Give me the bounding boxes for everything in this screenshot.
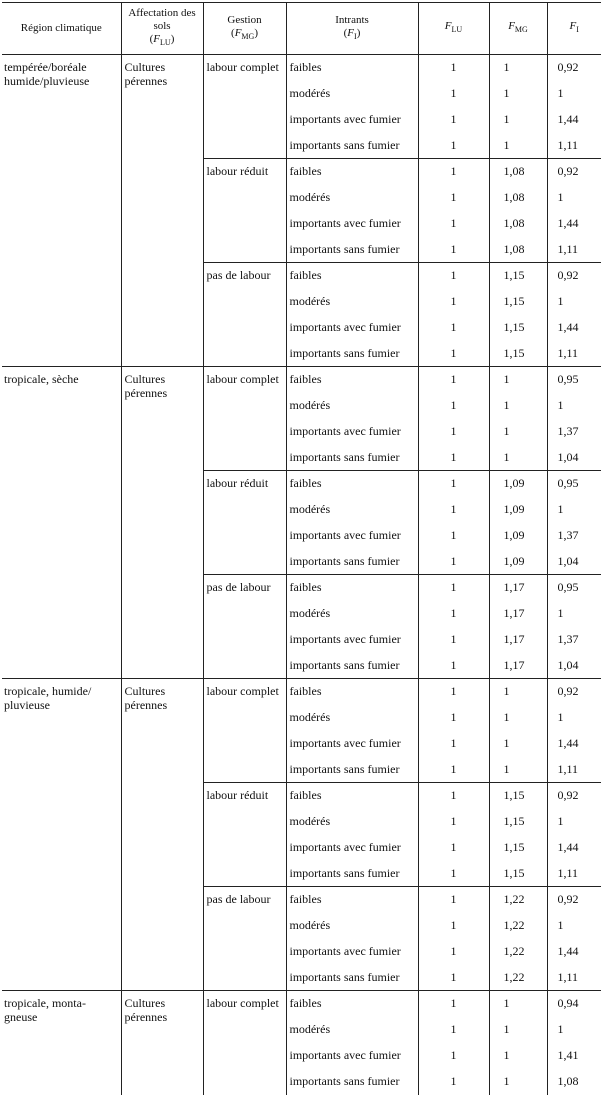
table-row [2,679,601,705]
cell-land-use: Cultures pérennes [121,367,203,679]
cell-flu: 1 [418,341,489,367]
cell-fmg: 1,09 [489,549,547,575]
cell-fi: 1,11 [547,757,601,783]
cell-fi: 0,92 [547,159,601,185]
cell-flu: 1 [418,185,489,211]
cell-input: importants sans fumier [286,965,418,991]
cell-fmg: 1 [489,1017,547,1043]
cell-fi: 1 [547,601,601,627]
cell-fmg: 1 [489,679,547,705]
cell-flu: 1 [418,549,489,575]
cell-input: modérés [286,393,418,419]
cell-flu: 1 [418,887,489,913]
cell-fi: 1 [547,1017,601,1043]
cell-flu: 1 [418,835,489,861]
cell-fmg: 1 [489,55,547,81]
cell-land-use: Cultures pérennes [121,679,203,991]
cell-flu: 1 [418,575,489,601]
cell-fi: 1,44 [547,211,601,237]
cell-region: tropicale, monta- gneuse [2,991,121,1095]
cell-flu: 1 [418,731,489,757]
cell-input: modérés [286,497,418,523]
cell-fi: 1 [547,497,601,523]
cell-input: faibles [286,367,418,393]
cell-fi: 1,37 [547,627,601,653]
header-fi: $F_I$ [547,3,601,55]
cell-flu: 1 [418,1069,489,1095]
cell-fmg: 1,15 [489,783,547,809]
cell-management: pas de labour [203,887,286,991]
cell-input: importants sans fumier [286,445,418,471]
cell-input: importants avec fumier [286,107,418,133]
cell-fmg: 1 [489,1069,547,1095]
cell-flu: 1 [418,237,489,263]
cell-flu: 1 [418,445,489,471]
cell-input: faibles [286,159,418,185]
cell-fmg: 1,17 [489,601,547,627]
cell-region: tropicale, humide/ pluvieuse [2,679,121,991]
cell-input: modérés [286,913,418,939]
cell-flu: 1 [418,705,489,731]
header-row [2,3,601,55]
cell-flu: 1 [418,471,489,497]
cell-input: modérés [286,1017,418,1043]
cell-input: importants sans fumier [286,861,418,887]
cell-fmg: 1 [489,1043,547,1069]
cell-fi: 1,11 [547,861,601,887]
cell-fmg: 1 [489,419,547,445]
cell-fmg: 1,09 [489,497,547,523]
cell-flu: 1 [418,1043,489,1069]
cell-fi: 1,37 [547,523,601,549]
table-body [2,55,601,1095]
cell-flu: 1 [418,965,489,991]
cell-region: tropicale, sèche [2,367,121,679]
cell-fi: 1 [547,913,601,939]
header-inputs: Intrants $(F_I)$ [286,3,418,55]
cell-flu: 1 [418,367,489,393]
cell-input: faibles [286,783,418,809]
cell-input: importants sans fumier [286,1069,418,1095]
header-land-use: Affectation des sols $(F_{LU})$ [121,3,203,55]
cell-input: importants avec fumier [286,315,418,341]
cell-fi: 1,11 [547,341,601,367]
cell-fmg: 1 [489,81,547,107]
cell-fmg: 1,15 [489,315,547,341]
cell-fmg: 1,08 [489,237,547,263]
cell-input: faibles [286,575,418,601]
cell-management: labour réduit [203,471,286,575]
cell-input: importants sans fumier [286,133,418,159]
cell-fmg: 1,15 [489,341,547,367]
cell-flu: 1 [418,653,489,679]
cell-management: labour réduit [203,159,286,263]
cell-fi: 1,44 [547,939,601,965]
cell-input: importants avec fumier [286,627,418,653]
cell-flu: 1 [418,627,489,653]
cell-fi: 1,11 [547,965,601,991]
cell-fmg: 1,15 [489,289,547,315]
cell-fi: 1 [547,705,601,731]
cell-fmg: 1 [489,705,547,731]
cell-fmg: 1 [489,133,547,159]
cell-fi: 0,95 [547,575,601,601]
cell-input: faibles [286,55,418,81]
cell-fmg: 1 [489,107,547,133]
cell-flu: 1 [418,315,489,341]
cell-management: pas de labour [203,575,286,679]
cell-input: importants sans fumier [286,549,418,575]
header-flu: $F_{LU}$ [418,3,489,55]
cell-fi: 0,95 [547,471,601,497]
cell-flu: 1 [418,601,489,627]
cell-fmg: 1,15 [489,809,547,835]
cell-fi: 1,44 [547,835,601,861]
cell-fi: 1,44 [547,315,601,341]
cell-input: importants avec fumier [286,835,418,861]
cell-fmg: 1,17 [489,627,547,653]
cell-fi: 1,44 [547,731,601,757]
cell-input: importants avec fumier [286,419,418,445]
cell-flu: 1 [418,861,489,887]
cell-fmg: 1 [489,393,547,419]
cell-fmg: 1,09 [489,471,547,497]
cell-land-use: Cultures pérennes [121,55,203,367]
cell-fi: 1 [547,81,601,107]
cell-fi: 0,95 [547,367,601,393]
cell-fmg: 1 [489,445,547,471]
cell-input: modérés [286,289,418,315]
cell-flu: 1 [418,809,489,835]
cell-fi: 0,92 [547,55,601,81]
cell-fmg: 1,22 [489,913,547,939]
cell-input: modérés [286,705,418,731]
cell-flu: 1 [418,757,489,783]
table-row [2,991,601,1017]
cell-fi: 1,37 [547,419,601,445]
cell-flu: 1 [418,913,489,939]
cell-input: faibles [286,263,418,289]
cell-input: modérés [286,185,418,211]
cell-fmg: 1,17 [489,653,547,679]
cell-input: importants sans fumier [286,653,418,679]
cell-input: faibles [286,887,418,913]
cell-flu: 1 [418,263,489,289]
cell-flu: 1 [418,159,489,185]
cell-input: importants avec fumier [286,1043,418,1069]
cell-region: tempérée/boréale humide/pluvieuse [2,55,121,367]
cell-flu: 1 [418,107,489,133]
cell-flu: 1 [418,81,489,107]
cell-input: faibles [286,991,418,1017]
cell-management: labour complet [203,367,286,471]
cell-fi: 1,08 [547,1069,601,1095]
cell-fmg: 1 [489,367,547,393]
cell-fi: 0,92 [547,887,601,913]
cell-input: importants sans fumier [286,237,418,263]
cell-fmg: 1 [489,731,547,757]
cell-fi: 1,11 [547,237,601,263]
cell-flu: 1 [418,523,489,549]
cell-input: modérés [286,601,418,627]
cell-fi: 1,04 [547,653,601,679]
cell-input: importants avec fumier [286,731,418,757]
cell-land-use: Cultures pérennes [121,991,203,1095]
cell-input: modérés [286,809,418,835]
cell-fi: 1,04 [547,445,601,471]
cell-flu: 1 [418,1017,489,1043]
cell-fmg: 1,22 [489,939,547,965]
cell-flu: 1 [418,497,489,523]
cell-fi: 1,11 [547,133,601,159]
cell-fmg: 1,09 [489,523,547,549]
table-row [2,55,601,81]
cell-flu: 1 [418,55,489,81]
cell-input: importants avec fumier [286,939,418,965]
cell-input: modérés [286,81,418,107]
cell-flu: 1 [418,939,489,965]
cell-fi: 1 [547,289,601,315]
cell-fi: 0,94 [547,991,601,1017]
cell-fi: 0,92 [547,679,601,705]
cell-fmg: 1 [489,991,547,1017]
cell-input: importants sans fumier [286,341,418,367]
cell-fi: 1 [547,393,601,419]
table-row [2,367,601,393]
header-fmg: $F_{MG}$ [489,3,547,55]
cell-flu: 1 [418,133,489,159]
cell-management: pas de labour [203,263,286,367]
cell-flu: 1 [418,991,489,1017]
factor-table [2,2,601,1095]
cell-fmg: 1,22 [489,965,547,991]
cell-flu: 1 [418,419,489,445]
cell-management: labour complet [203,679,286,783]
cell-fmg: 1,15 [489,861,547,887]
cell-fi: 1,44 [547,107,601,133]
cell-flu: 1 [418,783,489,809]
cell-flu: 1 [418,393,489,419]
cell-fi: 1,41 [547,1043,601,1069]
cell-fmg: 1 [489,757,547,783]
cell-fmg: 1,15 [489,835,547,861]
cell-fi: 1 [547,809,601,835]
cell-input: importants avec fumier [286,523,418,549]
cell-management: labour complet [203,991,286,1095]
cell-fmg: 1,08 [489,185,547,211]
cell-flu: 1 [418,211,489,237]
cell-fmg: 1,08 [489,211,547,237]
cell-fi: 0,92 [547,263,601,289]
cell-flu: 1 [418,289,489,315]
cell-fmg: 1,15 [489,263,547,289]
cell-management: labour complet [203,55,286,159]
cell-management: labour réduit [203,783,286,887]
cell-input: faibles [286,471,418,497]
header-region: Région climatique [2,3,121,55]
header-management: Gestion $(F_{MG})$ [203,3,286,55]
cell-fmg: 1,17 [489,575,547,601]
cell-fmg: 1,22 [489,887,547,913]
cell-fi: 1 [547,185,601,211]
cell-input: importants sans fumier [286,757,418,783]
cell-flu: 1 [418,679,489,705]
cell-input: faibles [286,679,418,705]
cell-fmg: 1,08 [489,159,547,185]
cell-fi: 1,04 [547,549,601,575]
cell-input: importants avec fumier [286,211,418,237]
cell-fi: 0,92 [547,783,601,809]
